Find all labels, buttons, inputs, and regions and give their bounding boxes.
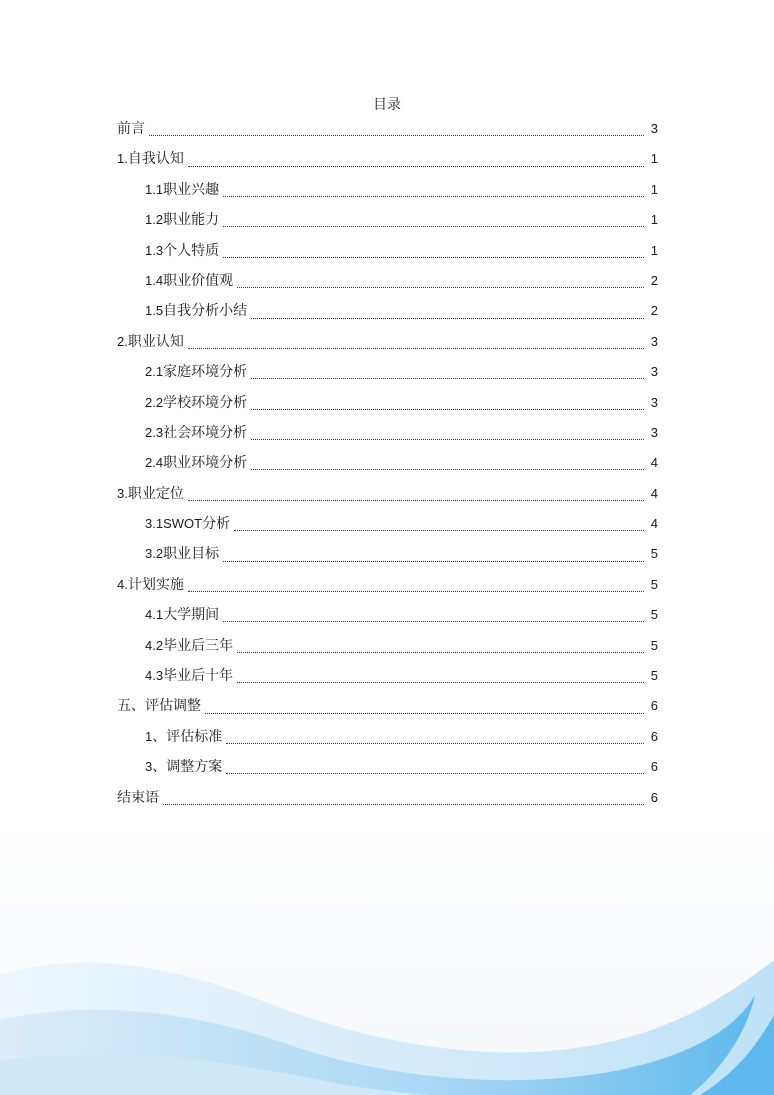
toc-entry-label: 职业目标	[163, 546, 220, 563]
toc-entry-label: 学校环境分析	[163, 394, 248, 411]
toc-entry-page-number: 5	[650, 668, 658, 684]
toc-dot-leader	[223, 225, 644, 227]
toc-entry-label: 五、评估调整	[117, 698, 201, 715]
toc-entry-page-number: 4	[650, 516, 658, 532]
toc-entry[interactable]	[117, 266, 658, 296]
toc-entry-page-number: 5	[650, 637, 658, 653]
toc-entry-label: 家庭环境分析	[163, 364, 248, 381]
toc-entry[interactable]	[117, 418, 658, 448]
table-of-contents	[117, 114, 658, 813]
toc-entry-number: 1.2	[145, 212, 164, 228]
toc-entry-number: 2.	[117, 333, 128, 349]
toc-entry-page-number: 4	[650, 455, 658, 471]
toc-dot-leader	[223, 195, 644, 197]
toc-dot-leader	[237, 681, 644, 683]
toc-entry[interactable]	[117, 722, 658, 752]
toc-entry-page-number: 3	[650, 364, 658, 380]
toc-entry-number: 2.3	[145, 424, 164, 440]
toc-entry[interactable]	[117, 509, 658, 539]
toc-entry[interactable]	[117, 327, 658, 357]
toc-entry[interactable]	[117, 631, 658, 661]
toc-entry-page-number: 4	[650, 485, 658, 501]
toc-dot-leader	[223, 560, 644, 562]
toc-entry-page-number: 1	[650, 181, 658, 197]
toc-entry-number: 1.3	[145, 242, 164, 258]
toc-entry-label: 大学期间	[163, 607, 220, 624]
toc-entry-number: 4.2	[145, 637, 164, 653]
toc-entry-label: 职业认知	[127, 333, 184, 350]
toc-entry-label: 职业价值观	[163, 272, 234, 289]
toc-dot-leader	[251, 408, 644, 410]
toc-dot-leader	[251, 317, 644, 319]
toc-entry-page-number: 3	[650, 333, 658, 349]
toc-entry[interactable]	[117, 783, 658, 813]
toc-entry-number: 2.4	[145, 455, 164, 471]
toc-dot-leader	[223, 256, 644, 258]
toc-entry-label: 职业能力	[163, 212, 220, 229]
toc-entry-number: 4.3	[145, 668, 164, 684]
toc-entry[interactable]	[117, 114, 658, 144]
toc-entry-number: 3	[145, 759, 153, 775]
toc-entry-number: 1.	[117, 151, 128, 167]
toc-entry-label: 自我分析小结	[163, 303, 248, 320]
toc-entry-label: 职业环境分析	[163, 455, 248, 472]
toc-entry[interactable]	[117, 691, 658, 721]
toc-entry[interactable]	[117, 539, 658, 569]
toc-entry[interactable]	[117, 175, 658, 205]
toc-title: 目录	[373, 97, 401, 113]
toc-entry-label: 计划实施	[127, 576, 184, 593]
toc-entry[interactable]	[117, 357, 658, 387]
toc-entry-number: 1.4	[145, 272, 164, 288]
toc-entry[interactable]	[117, 570, 658, 600]
toc-entry-label: 结束语	[117, 789, 159, 806]
toc-entry-number: 4.	[117, 576, 128, 592]
toc-dot-leader	[226, 742, 644, 744]
toc-entry-page-number: 3	[650, 424, 658, 440]
toc-dot-leader	[223, 620, 644, 622]
toc-entry-page-number: 2	[650, 303, 658, 319]
toc-entry-number: 3.2	[145, 546, 164, 562]
toc-entry[interactable]	[117, 296, 658, 326]
toc-entry-page-number: 2	[650, 272, 658, 288]
toc-entry[interactable]	[117, 661, 658, 691]
toc-entry-number: 2.2	[145, 394, 164, 410]
toc-entry-page-number: 3	[650, 121, 658, 136]
toc-entry-page-number: 1	[650, 151, 658, 167]
toc-entry-label: 个人特质	[163, 242, 220, 259]
toc-dot-leader	[251, 438, 644, 440]
toc-entry-label: 自我认知	[127, 151, 184, 168]
toc-dot-leader	[149, 134, 644, 136]
toc-entry[interactable]	[117, 144, 658, 174]
toc-entry-page-number: 6	[650, 789, 658, 805]
toc-entry-number: 3.1SWOT	[145, 516, 203, 532]
toc-entry-label: 职业兴趣	[163, 181, 220, 198]
toc-dot-leader	[163, 803, 644, 805]
toc-entry-label: 、调整方案	[152, 759, 223, 776]
toc-entry-number: 1.5	[145, 303, 164, 319]
toc-dot-leader	[237, 651, 644, 653]
toc-entry-label: 、评估标准	[152, 728, 223, 745]
toc-entry[interactable]	[117, 205, 658, 235]
toc-entry-number: 1.1	[145, 181, 164, 197]
toc-entry-page-number: 3	[650, 394, 658, 410]
toc-dot-leader	[188, 347, 644, 349]
toc-entry-page-number: 1	[650, 212, 658, 228]
toc-entry-label: 毕业后三年	[163, 637, 234, 654]
toc-entry[interactable]	[117, 600, 658, 630]
toc-dot-leader	[188, 499, 644, 501]
toc-dot-leader	[188, 590, 644, 592]
toc-dot-leader	[251, 468, 644, 470]
toc-entry[interactable]	[117, 752, 658, 782]
toc-entry[interactable]	[117, 479, 658, 509]
toc-entry[interactable]	[117, 388, 658, 418]
toc-dot-leader	[251, 377, 644, 379]
toc-entry-label: 职业定位	[127, 485, 184, 502]
toc-entry-number: 2.1	[145, 364, 164, 380]
toc-entry-page-number: 5	[650, 576, 658, 592]
toc-entry[interactable]	[117, 448, 658, 478]
toc-entry-page-number: 6	[650, 759, 658, 775]
toc-entry-page-number: 1	[650, 242, 658, 258]
toc-dot-leader	[226, 772, 644, 774]
toc-entry-number: 4.1	[145, 607, 164, 623]
toc-entry-page-number: 5	[650, 607, 658, 623]
toc-dot-leader	[237, 286, 644, 288]
toc-entry-number: 1	[145, 728, 153, 744]
toc-entry[interactable]	[117, 236, 658, 266]
toc-entry-page-number: 6	[650, 728, 658, 744]
toc-entry-label: 毕业后十年	[163, 668, 234, 685]
toc-dot-leader	[188, 165, 644, 167]
toc-entry-label: 分析	[202, 516, 231, 533]
toc-dot-leader	[205, 712, 644, 714]
toc-entry-label: 社会环境分析	[163, 424, 248, 441]
toc-entry-number: 3.	[117, 485, 128, 501]
toc-entry-label: 前言	[117, 121, 145, 137]
toc-dot-leader	[234, 529, 644, 531]
toc-entry-page-number: 5	[650, 546, 658, 562]
toc-entry-page-number: 6	[650, 698, 658, 714]
